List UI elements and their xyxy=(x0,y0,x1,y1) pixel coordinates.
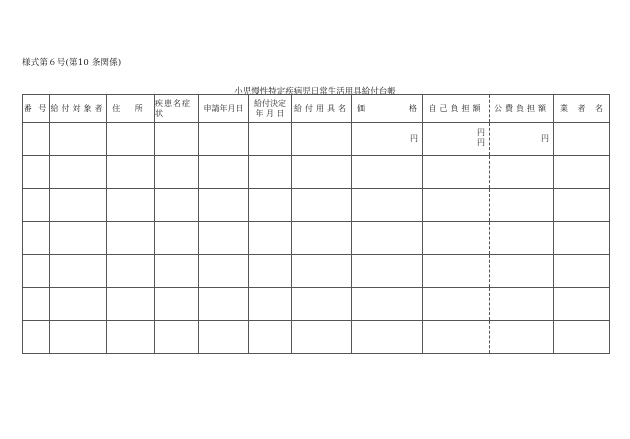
vendor-header-char2: 者 xyxy=(577,103,586,113)
column-header-decision-date xyxy=(249,95,292,123)
column-header-address: 住 所 xyxy=(107,95,155,123)
table-row xyxy=(23,156,610,189)
decision-header-line1: 給付決定 xyxy=(254,98,286,108)
column-header-public-burden: 公費負担額 xyxy=(490,95,554,123)
table-row xyxy=(23,288,610,321)
ledger-table xyxy=(22,94,610,354)
price-cell xyxy=(352,123,423,156)
table-cell xyxy=(23,123,50,156)
table-row xyxy=(23,321,610,354)
self-burden-yen-unit-2: 円 xyxy=(477,138,485,147)
ledger-title: 小児慢性特定疾病児日常生活用具給付台帳 xyxy=(234,87,396,97)
column-header-disease xyxy=(155,95,199,123)
disease-header-line2: 状 xyxy=(155,108,164,118)
column-header-item-name: 給付用具名 xyxy=(292,95,352,123)
vendor-header-char1: 業 xyxy=(560,103,568,113)
decision-header-line2: 年 月 日 xyxy=(255,108,285,118)
public-burden-cell xyxy=(490,123,554,156)
header-row xyxy=(23,95,610,123)
table-row xyxy=(23,222,610,255)
vendor-header-char3: 名 xyxy=(595,103,603,113)
table-cell xyxy=(155,123,199,156)
column-header-self-burden: 自己負担額 xyxy=(423,95,490,123)
table-cell xyxy=(292,123,352,156)
price-header-right: 格 xyxy=(409,103,417,113)
table-cell xyxy=(554,123,610,156)
form-number-label: 様式第６号(第10 条関係) xyxy=(22,58,122,68)
column-header-recipient: 給付対象者 xyxy=(50,95,107,123)
column-header-number: 番 号 xyxy=(23,95,50,123)
table-cell xyxy=(249,123,292,156)
price-header-left: 価 xyxy=(357,103,365,113)
table-row xyxy=(23,123,610,156)
table-cell xyxy=(50,123,107,156)
table-row xyxy=(23,189,610,222)
table-cell xyxy=(107,123,155,156)
price-yen-unit: 円 xyxy=(410,134,418,143)
table-row xyxy=(23,255,610,288)
table-cell xyxy=(199,123,249,156)
self-burden-cell xyxy=(423,123,490,156)
column-header-price xyxy=(352,95,423,123)
disease-header-line1: 疾患名症 xyxy=(155,98,191,108)
column-header-vendor xyxy=(554,95,610,123)
public-burden-yen-unit: 円 xyxy=(541,134,549,143)
self-burden-yen-unit-1: 円 xyxy=(477,128,485,137)
column-header-application-date: 申請年月日 xyxy=(199,95,249,123)
